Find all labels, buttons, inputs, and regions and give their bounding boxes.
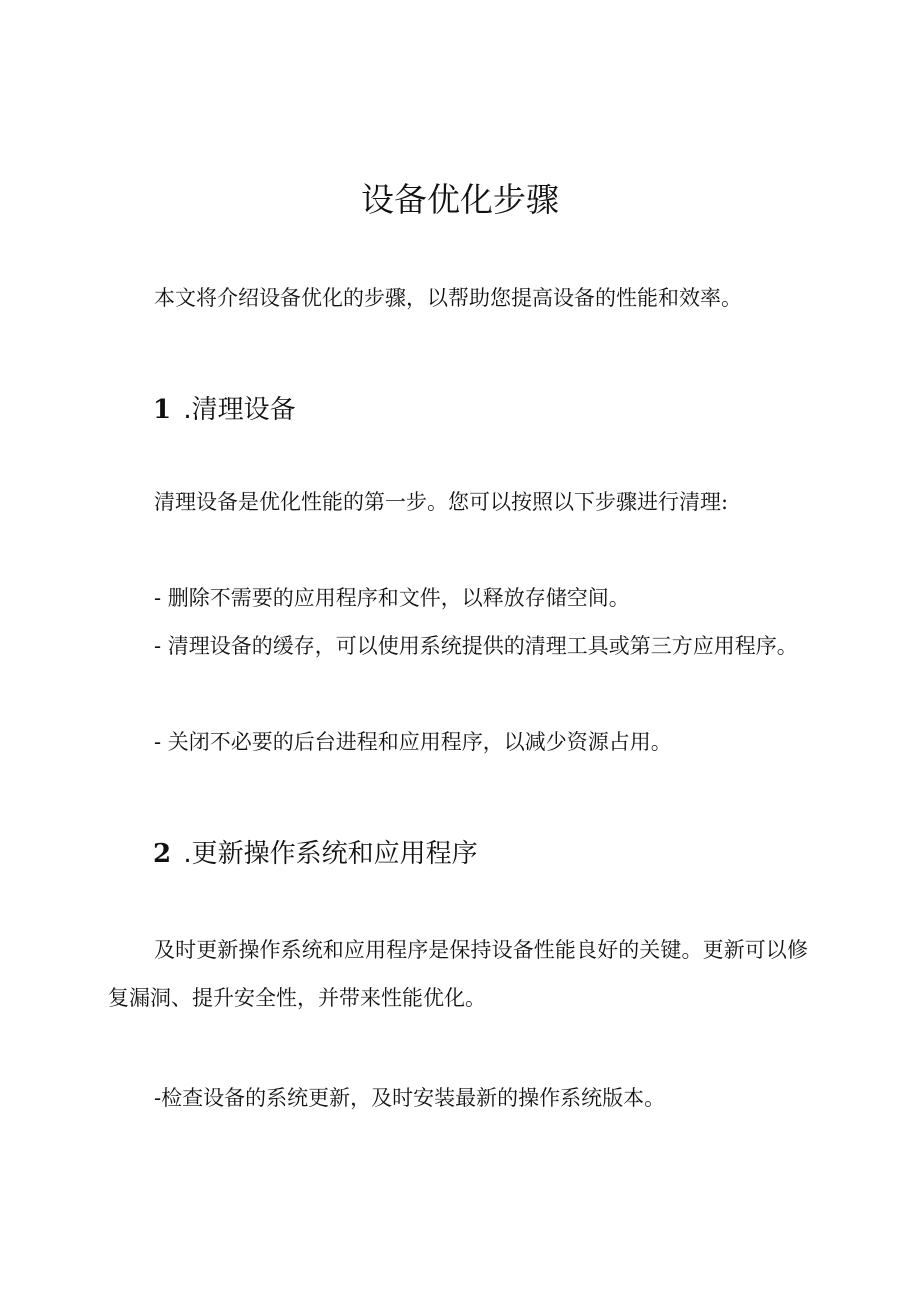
section-2-number: 2	[153, 839, 172, 869]
section-1-paragraph: 清理设备是优化性能的第一步。您可以按照以下步骤进行清理:	[154, 490, 729, 514]
section-1-title: .清理设备	[183, 395, 296, 425]
section-1-item-1: - 删除不需要的应用程序和文件，以释放存储空间。	[154, 586, 630, 610]
section-1-item-2: - 清理设备的缓存，可以使用系统提供的清理工具或第三方应用程序。	[154, 634, 798, 658]
section-1-number: 1	[153, 395, 172, 425]
section-2-title: .更新操作系统和应用程序	[183, 839, 478, 869]
section-2-paragraph: 及时更新操作系统和应用程序是保持设备性能良好的关键。更新可以修复漏洞、提升安全性，并带来性能优化。	[108, 938, 808, 1010]
document-title: 设备优化步骤	[361, 180, 559, 219]
section-2-heading	[153, 834, 478, 874]
intro-paragraph: 本文将介绍设备优化的步骤，以帮助您提高设备的性能和效率。	[154, 286, 742, 310]
section-1-item-3: - 关闭不必要的后台进程和应用程序，以减少资源占用。	[154, 730, 672, 754]
section-2-item-1: -检查设备的系统更新，及时安装最新的操作系统版本。	[154, 1086, 666, 1110]
section-1-heading	[153, 390, 296, 430]
